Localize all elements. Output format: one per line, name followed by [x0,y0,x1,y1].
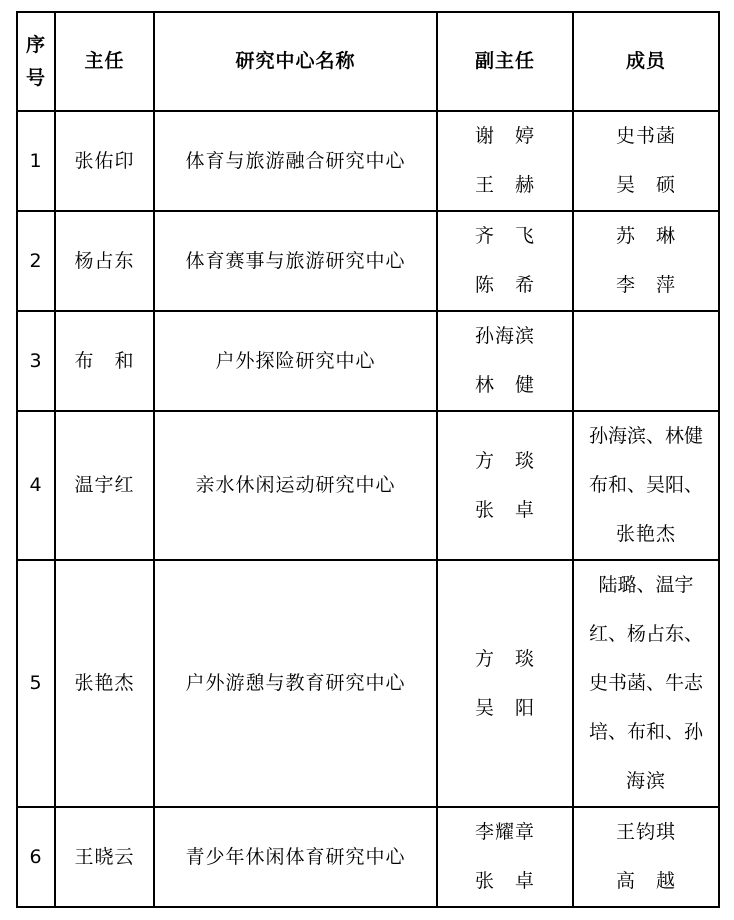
row-members [573,311,719,411]
member-line: 苏 琳 [615,225,676,247]
member-line: 培、布和、孙 [588,721,703,743]
row-members [573,807,719,907]
header-deputy: 副主任 [437,12,573,111]
row-director: 张佑印 [55,111,154,211]
header-center-name: 研究中心名称 [154,12,437,111]
member-line: 高 越 [615,870,676,892]
deputy-name: 齐 飞 [474,225,535,247]
deputy-name: 谢 婷 [474,125,535,147]
member-line: 李 萍 [615,274,676,296]
row-deputies [437,111,573,211]
table-row [17,311,719,411]
row-center-name: 户外游憩与教育研究中心 [154,560,437,807]
row-director: 布 和 [55,311,154,411]
deputy-name: 陈 希 [474,274,535,296]
row-center-name: 体育赛事与旅游研究中心 [154,211,437,311]
member-line: 孙海滨、林健 [588,425,703,447]
row-members [573,111,719,211]
row-members [573,411,719,560]
member-line: 红、杨占东、 [588,623,703,645]
row-center-name: 亲水休闲运动研究中心 [154,411,437,560]
deputy-name: 吴 阳 [474,696,535,719]
table-row [17,211,719,311]
member-line: 陆璐、温宇 [598,574,694,596]
table-row [17,111,719,211]
row-center-name: 体育与旅游融合研究中心 [154,111,437,211]
row-seq: 1 [17,111,55,211]
member-line: 吴 硕 [615,174,676,196]
row-deputies [437,807,573,907]
header-seq-line-1: 序 [25,33,46,56]
header-row [17,12,719,111]
row-deputies [437,311,573,411]
member-line: 史书菡、牛志 [588,672,703,694]
member-line: 张艳杰 [615,523,676,545]
research-center-table [16,11,720,908]
deputy-name: 林 健 [474,374,535,396]
deputy-name: 张 卓 [474,498,535,521]
header-seq-line-2: 号 [25,66,46,89]
row-members [573,560,719,807]
row-center-name: 青少年休闲体育研究中心 [154,807,437,907]
row-seq: 2 [17,211,55,311]
row-seq: 5 [17,560,55,807]
header-seq [17,12,55,111]
deputy-name: 李耀章 [474,821,535,843]
header-director: 主任 [55,12,154,111]
member-line: 海滨 [625,770,666,792]
row-director: 张艳杰 [55,560,154,807]
table-row [17,807,719,907]
table-row [17,411,719,560]
row-seq: 3 [17,311,55,411]
member-line: 史书菡 [615,125,676,147]
row-director: 温宇红 [55,411,154,560]
row-center-name: 户外探险研究中心 [154,311,437,411]
row-director: 王晓云 [55,807,154,907]
member-line: 布和、吴阳、 [588,474,703,496]
member-line: 王钧琪 [615,821,676,843]
header-members: 成员 [573,12,719,111]
table-row [17,560,719,807]
deputy-name: 张 卓 [474,870,535,892]
row-deputies [437,560,573,807]
row-seq: 6 [17,807,55,907]
row-members [573,211,719,311]
row-deputies [437,211,573,311]
row-director: 杨占东 [55,211,154,311]
deputy-name: 方 琰 [474,449,535,472]
deputy-name: 王 赫 [474,174,535,196]
row-deputies [437,411,573,560]
deputy-name: 孙海滨 [474,325,535,347]
deputy-name: 方 琰 [474,647,535,670]
row-seq: 4 [17,411,55,560]
